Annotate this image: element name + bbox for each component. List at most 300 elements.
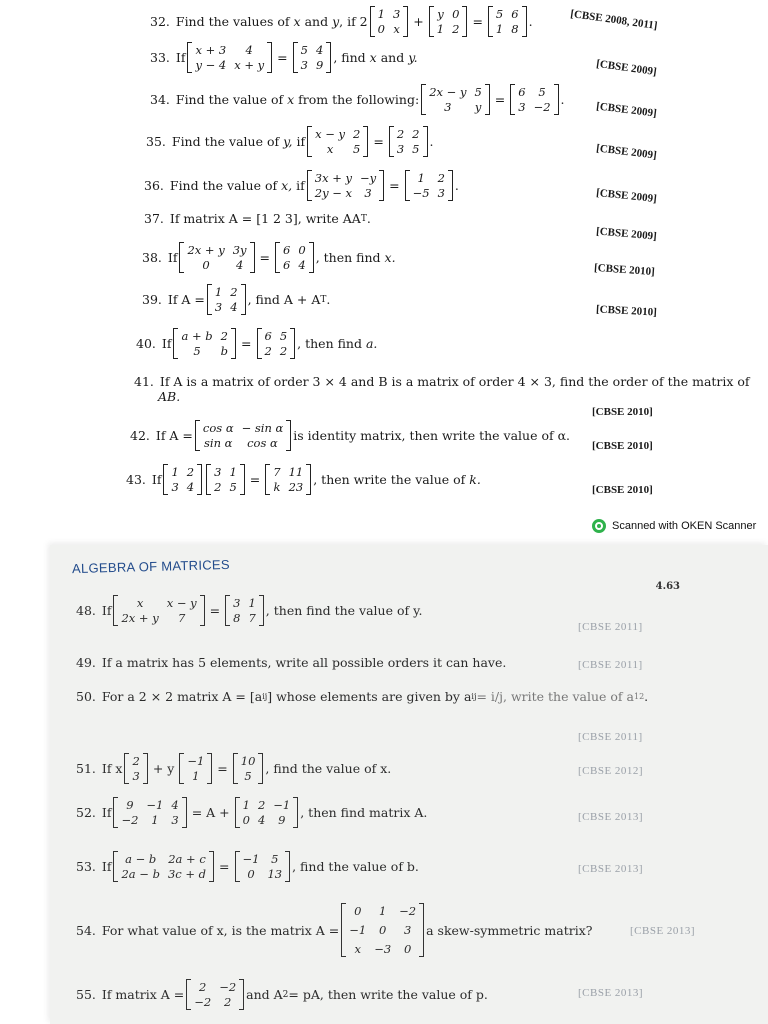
matrix bbox=[389, 126, 428, 157]
question-41 bbox=[134, 374, 750, 404]
question-38 bbox=[142, 242, 396, 273]
matrix-cell: 0 bbox=[379, 923, 387, 937]
matrix-bracket bbox=[403, 6, 408, 37]
matrix-cell: 1 bbox=[436, 22, 445, 36]
matrix-bracket bbox=[306, 464, 311, 495]
matrix-bracket bbox=[293, 797, 298, 828]
matrix-cell: −2 bbox=[194, 995, 212, 1009]
question-text: Find the value of bbox=[169, 178, 278, 193]
question-text: If matrix A = bbox=[101, 987, 185, 1002]
matrix-grid bbox=[191, 979, 239, 1010]
matrix-bracket bbox=[200, 595, 205, 626]
matrix-cell: 5 bbox=[279, 329, 288, 343]
question-text: Find the values of bbox=[175, 14, 290, 29]
source-tag: [CBSE 2011] bbox=[578, 621, 643, 633]
matrix bbox=[421, 84, 490, 115]
matrix-cell: 1 bbox=[495, 22, 504, 36]
matrix-grid bbox=[184, 753, 207, 784]
matrix-cell: x + 3 bbox=[195, 43, 227, 57]
matrix-grid bbox=[212, 284, 241, 315]
question-text: and bbox=[304, 14, 329, 29]
variable: x bbox=[287, 92, 295, 107]
matrix-cell: −2 bbox=[399, 904, 417, 918]
matrix-cell: 3 bbox=[444, 100, 452, 114]
matrix-grid bbox=[200, 420, 286, 451]
question-text: , then find matrix A. bbox=[300, 805, 428, 820]
operator: = A + bbox=[191, 805, 230, 820]
matrix-cell: 4 bbox=[186, 480, 195, 494]
matrix-cell: 1 bbox=[214, 285, 223, 299]
matrix-cell: 1 bbox=[377, 7, 385, 21]
question-number: 48. bbox=[76, 603, 96, 618]
question-50 bbox=[76, 689, 648, 704]
matrix-cell: − sin α bbox=[241, 421, 284, 435]
matrix bbox=[173, 328, 236, 359]
matrix-grid bbox=[515, 84, 553, 115]
punct: . bbox=[326, 292, 331, 307]
matrix-cell: 5 bbox=[474, 85, 482, 99]
matrix-cell: cos α bbox=[247, 436, 278, 450]
matrix-grid bbox=[240, 797, 294, 828]
matrix-cell: 5 bbox=[300, 43, 308, 57]
question-text: = i/j, write the value of a bbox=[476, 689, 634, 704]
matrix-grid bbox=[178, 328, 231, 359]
question-text: If bbox=[175, 50, 186, 65]
variable: a. bbox=[365, 336, 378, 351]
matrix-grid bbox=[434, 6, 463, 37]
operator: = bbox=[219, 859, 230, 874]
variable: y, bbox=[283, 134, 293, 149]
matrix-cell: 1 bbox=[248, 596, 256, 610]
operator: = bbox=[217, 761, 228, 776]
matrix-cell: 2a − b bbox=[121, 867, 160, 881]
matrix-grid bbox=[410, 170, 448, 201]
question-text: For what value of x, is the matrix A = bbox=[101, 922, 340, 938]
matrix-cell: 1 bbox=[379, 904, 387, 918]
matrix-cell: 6 bbox=[518, 85, 526, 99]
matrix-bracket bbox=[258, 753, 263, 784]
source-tag: [CBSE 2009] bbox=[595, 100, 658, 120]
matrix-cell: y bbox=[437, 7, 444, 21]
matrix-cell: 3 bbox=[437, 186, 445, 200]
matrix-cell: 6 bbox=[511, 7, 519, 21]
matrix-cell: 8 bbox=[233, 611, 241, 625]
matrix-bracket bbox=[267, 42, 272, 73]
matrix-cell: 5 bbox=[538, 85, 546, 99]
question-49 bbox=[76, 655, 506, 670]
matrix bbox=[307, 170, 384, 201]
matrix-cell: 1 bbox=[171, 465, 179, 479]
source-tag: [CBSE 2013] bbox=[630, 925, 696, 937]
matrix bbox=[113, 797, 186, 828]
matrix bbox=[187, 42, 272, 73]
matrix-cell: 2 bbox=[132, 754, 140, 768]
matrix-cell: 2 bbox=[199, 980, 207, 994]
matrix-grid bbox=[312, 170, 379, 201]
matrix-grid bbox=[192, 42, 267, 73]
question-33 bbox=[150, 42, 418, 73]
matrix-grid bbox=[375, 6, 404, 37]
question-text: For a 2 × 2 matrix A = [a bbox=[101, 689, 263, 704]
operator: = bbox=[259, 250, 271, 265]
source-tag: [CBSE 2010] bbox=[592, 406, 653, 418]
matrix-cell: 0 bbox=[354, 904, 362, 918]
question-40 bbox=[136, 328, 377, 359]
variable: x bbox=[369, 50, 377, 65]
matrix-cell: 2x + y bbox=[121, 611, 159, 625]
matrix-cell: x bbox=[136, 596, 144, 610]
variable: x, bbox=[281, 178, 293, 193]
matrix-bracket bbox=[197, 464, 202, 495]
matrix-cell: 2 bbox=[437, 171, 445, 185]
operator: = bbox=[472, 14, 483, 29]
question-37 bbox=[144, 211, 371, 226]
matrix-cell: 2 bbox=[353, 127, 361, 141]
matrix-cell: 2y − x bbox=[314, 186, 352, 200]
matrix bbox=[195, 420, 291, 451]
question-34 bbox=[150, 84, 565, 115]
punct: . bbox=[644, 689, 649, 704]
matrix bbox=[405, 170, 453, 201]
scanner-logo-icon bbox=[592, 519, 606, 533]
matrix-bracket bbox=[143, 753, 148, 784]
matrix-cell: 10 bbox=[240, 754, 256, 768]
question-text: a skew-symmetric matrix? bbox=[426, 922, 593, 938]
source-tag: [CBSE 2010] bbox=[592, 440, 653, 452]
matrix bbox=[235, 797, 299, 828]
matrix-bracket bbox=[462, 6, 467, 37]
matrix-cell: 3 bbox=[233, 596, 241, 610]
matrix bbox=[163, 464, 202, 495]
question-text: AB. bbox=[158, 389, 181, 404]
variable: y. bbox=[408, 50, 418, 65]
question-number: 41. bbox=[134, 374, 154, 389]
matrix-cell: 5 bbox=[353, 142, 361, 156]
question-54 bbox=[76, 903, 592, 957]
matrix-cell: 2 bbox=[396, 127, 405, 141]
matrix-cell: 0 bbox=[298, 243, 306, 257]
matrix-cell: 5 bbox=[193, 344, 201, 358]
matrix-cell: 9 bbox=[315, 58, 324, 72]
question-35 bbox=[146, 126, 433, 157]
question-text: If A is a matrix of order 3 × 4 and B is a matrix of order 4 × 3, find the order of the matrix of bbox=[159, 374, 750, 389]
question-39 bbox=[142, 284, 330, 315]
matrix-cell: 3 bbox=[132, 769, 140, 783]
matrix-cell: 7 bbox=[273, 465, 281, 479]
question-number: 50. bbox=[76, 689, 96, 704]
matrix-cell: −2 bbox=[533, 100, 551, 114]
matrix-cell: 7 bbox=[248, 611, 256, 625]
matrix-grid bbox=[346, 903, 419, 957]
matrix-bracket bbox=[250, 242, 255, 273]
matrix bbox=[370, 6, 409, 37]
source-tag: [CBSE 2009] bbox=[595, 225, 658, 243]
matrix-bracket bbox=[309, 242, 314, 273]
matrix-grid bbox=[312, 126, 363, 157]
question-number: 42. bbox=[130, 428, 150, 443]
question-text: , then write the value of bbox=[313, 472, 466, 487]
matrix-bracket bbox=[485, 84, 490, 115]
source-tag: [CBSE 2010] bbox=[595, 303, 658, 319]
operator: = bbox=[241, 336, 252, 351]
question-48 bbox=[76, 595, 422, 626]
superscript: T bbox=[360, 213, 367, 224]
punct: . bbox=[429, 134, 434, 149]
question-number: 55. bbox=[76, 987, 96, 1002]
matrix-cell: 2 bbox=[452, 22, 460, 36]
matrix-cell: y − 4 bbox=[195, 58, 227, 72]
source-tag: [CBSE 2010] bbox=[593, 261, 656, 279]
matrix-bracket bbox=[239, 979, 244, 1010]
matrix bbox=[257, 328, 296, 359]
matrix-cell: 1 bbox=[417, 171, 425, 185]
matrix-cell: 9 bbox=[126, 798, 134, 812]
question-text: , if 2 bbox=[339, 14, 368, 29]
superscript: 2 bbox=[282, 989, 289, 1000]
matrix bbox=[275, 242, 314, 273]
matrix-cell: 4 bbox=[245, 43, 253, 57]
section-title: ALGEBRA OF MATRICES bbox=[71, 556, 231, 577]
question-text: , find bbox=[333, 50, 366, 65]
matrix bbox=[265, 464, 311, 495]
question-number: 40. bbox=[136, 336, 156, 351]
question-text: If bbox=[101, 859, 112, 874]
matrix bbox=[186, 979, 244, 1010]
source-tag: [CBSE 2008, 2011] bbox=[569, 7, 659, 33]
matrix-bracket bbox=[419, 903, 424, 957]
matrix-cell: 3 bbox=[403, 923, 412, 937]
matrix-cell: 6 bbox=[283, 258, 291, 272]
source-tag: [CBSE 2011] bbox=[578, 731, 643, 743]
question-52 bbox=[76, 797, 427, 828]
scanner-watermark bbox=[592, 519, 756, 533]
matrix-bracket bbox=[231, 328, 236, 359]
variable: k. bbox=[469, 472, 481, 487]
matrix-cell: 2 bbox=[264, 344, 272, 358]
matrix-cell: 0 bbox=[242, 813, 250, 827]
source-tag: [CBSE 2012] bbox=[578, 765, 644, 777]
matrix-grid bbox=[238, 753, 259, 784]
matrix-cell: 4 bbox=[298, 258, 306, 272]
matrix-cell: x − y bbox=[315, 127, 346, 141]
matrix-cell: 2 bbox=[214, 480, 222, 494]
question-text: If a matrix has 5 elements, write all possible orders it can have. bbox=[101, 655, 507, 670]
matrix-cell: 2a + c bbox=[168, 852, 206, 866]
question-text: If bbox=[101, 805, 112, 820]
matrix-cell: k bbox=[273, 480, 281, 494]
question-text: , find the value of x. bbox=[265, 761, 392, 776]
matrix-cell: 23 bbox=[288, 480, 304, 494]
matrix-cell: −5 bbox=[412, 186, 430, 200]
question-number: 51. bbox=[76, 761, 96, 776]
question-text: , then find bbox=[315, 250, 381, 265]
matrix-cell: 5 bbox=[412, 142, 420, 156]
operator: + y bbox=[152, 761, 175, 776]
matrix-grid bbox=[168, 464, 197, 495]
matrix-grid bbox=[280, 242, 309, 273]
matrix-cell: 3 bbox=[364, 186, 372, 200]
lower-page bbox=[50, 545, 768, 1024]
punct: . bbox=[366, 211, 371, 226]
question-text: = pA, then write the value of p. bbox=[288, 987, 488, 1002]
matrix-cell: 3 bbox=[518, 100, 526, 114]
matrix bbox=[179, 753, 212, 784]
matrix-bracket bbox=[554, 84, 559, 115]
matrix-cell: 3 bbox=[392, 7, 401, 21]
question-text: If bbox=[167, 250, 178, 265]
matrix bbox=[235, 851, 291, 882]
question-text: and bbox=[380, 50, 405, 65]
question-text: If x bbox=[101, 761, 123, 776]
matrix-bracket bbox=[423, 126, 428, 157]
punct: . bbox=[528, 14, 533, 29]
matrix-cell: 2 bbox=[412, 127, 420, 141]
question-number: 52. bbox=[76, 805, 96, 820]
matrix-cell: 3 bbox=[171, 480, 179, 494]
matrix-cell: 3 bbox=[396, 142, 405, 156]
question-text: If A = bbox=[167, 292, 205, 307]
punct: . bbox=[454, 178, 459, 193]
source-tag: [CBSE 2009] bbox=[595, 186, 658, 206]
matrix-cell: −3 bbox=[374, 942, 392, 956]
matrix-cell: 2x − y bbox=[429, 85, 467, 99]
question-text: , then find bbox=[297, 336, 362, 351]
matrix-bracket bbox=[290, 328, 295, 359]
question-text: If bbox=[101, 603, 112, 618]
operator: = bbox=[494, 92, 506, 107]
matrix bbox=[206, 464, 245, 495]
matrix bbox=[341, 903, 424, 957]
matrix-grid bbox=[118, 595, 199, 626]
matrix-bracket bbox=[448, 170, 453, 201]
matrix-bracket bbox=[285, 851, 290, 882]
matrix-cell: 6 bbox=[264, 329, 272, 343]
matrix-cell: 1 bbox=[242, 798, 250, 812]
matrix-cell: a + b bbox=[181, 329, 213, 343]
source-tag: [CBSE 2013] bbox=[578, 811, 644, 823]
source-tag: [CBSE 2013] bbox=[578, 987, 644, 999]
matrix-cell: 0 bbox=[247, 867, 255, 881]
matrix-bracket bbox=[241, 284, 246, 315]
matrix-cell: 5 bbox=[271, 852, 279, 866]
matrix-cell: x + y bbox=[234, 58, 265, 72]
matrix-grid bbox=[270, 464, 306, 495]
matrix-cell: 0 bbox=[377, 22, 385, 36]
matrix-cell: 5 bbox=[244, 769, 252, 783]
operator: + bbox=[413, 14, 424, 29]
matrix-cell: 4 bbox=[315, 43, 324, 57]
matrix-cell: 4 bbox=[171, 798, 179, 812]
matrix-bracket bbox=[259, 595, 264, 626]
matrix-cell: 0 bbox=[403, 942, 412, 956]
matrix-cell: 6 bbox=[283, 243, 291, 257]
matrix-cell: 4 bbox=[235, 258, 244, 272]
matrix-cell: 3c + d bbox=[167, 867, 207, 881]
question-text: , find A + A bbox=[247, 292, 321, 307]
matrix-cell: 0 bbox=[202, 258, 210, 272]
question-number: 33. bbox=[150, 50, 170, 65]
matrix bbox=[124, 753, 147, 784]
matrix-grid bbox=[493, 6, 522, 37]
matrix-cell: 2 bbox=[257, 798, 266, 812]
question-text: from the following: bbox=[298, 92, 420, 107]
matrix-cell: 2 bbox=[230, 285, 238, 299]
question-number: 34. bbox=[150, 92, 170, 107]
question-text: and A bbox=[246, 987, 283, 1002]
matrix-cell: 5 bbox=[495, 7, 504, 21]
matrix bbox=[179, 242, 254, 273]
question-42 bbox=[130, 420, 570, 451]
punct: . bbox=[560, 92, 565, 107]
matrix-cell: −1 bbox=[273, 798, 291, 812]
matrix-cell: −2 bbox=[121, 813, 139, 827]
question-number: 32. bbox=[150, 14, 170, 29]
matrix-cell: 1 bbox=[229, 465, 237, 479]
matrix-cell: 4 bbox=[257, 813, 266, 827]
variable: y bbox=[332, 14, 340, 29]
subscript: ij bbox=[471, 692, 477, 701]
matrix bbox=[307, 126, 368, 157]
matrix-cell: −2 bbox=[219, 980, 237, 994]
question-text: is identity matrix, then write the value of α. bbox=[293, 428, 570, 443]
matrix-cell: x − y bbox=[166, 596, 197, 610]
question-number: 35. bbox=[146, 134, 166, 149]
matrix-cell: 2 bbox=[186, 465, 195, 479]
question-text: Find the value of bbox=[171, 134, 280, 149]
question-text: , find the value of b. bbox=[292, 859, 419, 874]
matrix-cell: 5 bbox=[229, 480, 237, 494]
matrix-cell: 0 bbox=[452, 7, 460, 21]
matrix-bracket bbox=[326, 42, 331, 73]
matrix-grid bbox=[230, 595, 259, 626]
question-number: 53. bbox=[76, 859, 96, 874]
subscript: 12 bbox=[633, 692, 645, 701]
matrix-cell: 2 bbox=[224, 995, 232, 1009]
operator: = bbox=[249, 472, 261, 487]
matrix-cell: 3 bbox=[214, 300, 223, 314]
matrix-bracket bbox=[379, 170, 384, 201]
question-text: Find the value of bbox=[175, 92, 284, 107]
question-text: , then find the value of y. bbox=[265, 603, 423, 618]
matrix-bracket bbox=[182, 797, 187, 828]
matrix-cell: b bbox=[220, 344, 229, 358]
question-text: If bbox=[161, 336, 172, 351]
matrix-cell: −1 bbox=[187, 754, 205, 768]
matrix-bracket bbox=[240, 464, 245, 495]
page-number: 4.63 bbox=[655, 581, 680, 592]
matrix-cell: 2x + y bbox=[187, 243, 225, 257]
matrix-grid bbox=[211, 464, 240, 495]
matrix-grid bbox=[118, 797, 181, 828]
question-text: ] whose elements are given by a bbox=[267, 689, 472, 704]
question-number: 38. bbox=[142, 250, 162, 265]
question-number: 49. bbox=[76, 655, 96, 670]
question-text: if bbox=[296, 178, 305, 193]
matrix-grid bbox=[184, 242, 249, 273]
matrix-cell: a − b bbox=[125, 852, 157, 866]
matrix-cell: 2 bbox=[279, 344, 288, 358]
question-43 bbox=[126, 464, 481, 495]
question-51 bbox=[76, 753, 391, 784]
matrix-cell: x bbox=[393, 22, 400, 36]
operator: = bbox=[209, 603, 221, 618]
question-53 bbox=[76, 851, 419, 882]
operator: = bbox=[389, 178, 400, 193]
matrix bbox=[510, 84, 558, 115]
matrix bbox=[207, 284, 246, 315]
matrix-grid bbox=[118, 851, 209, 882]
matrix-cell: 8 bbox=[511, 22, 519, 36]
